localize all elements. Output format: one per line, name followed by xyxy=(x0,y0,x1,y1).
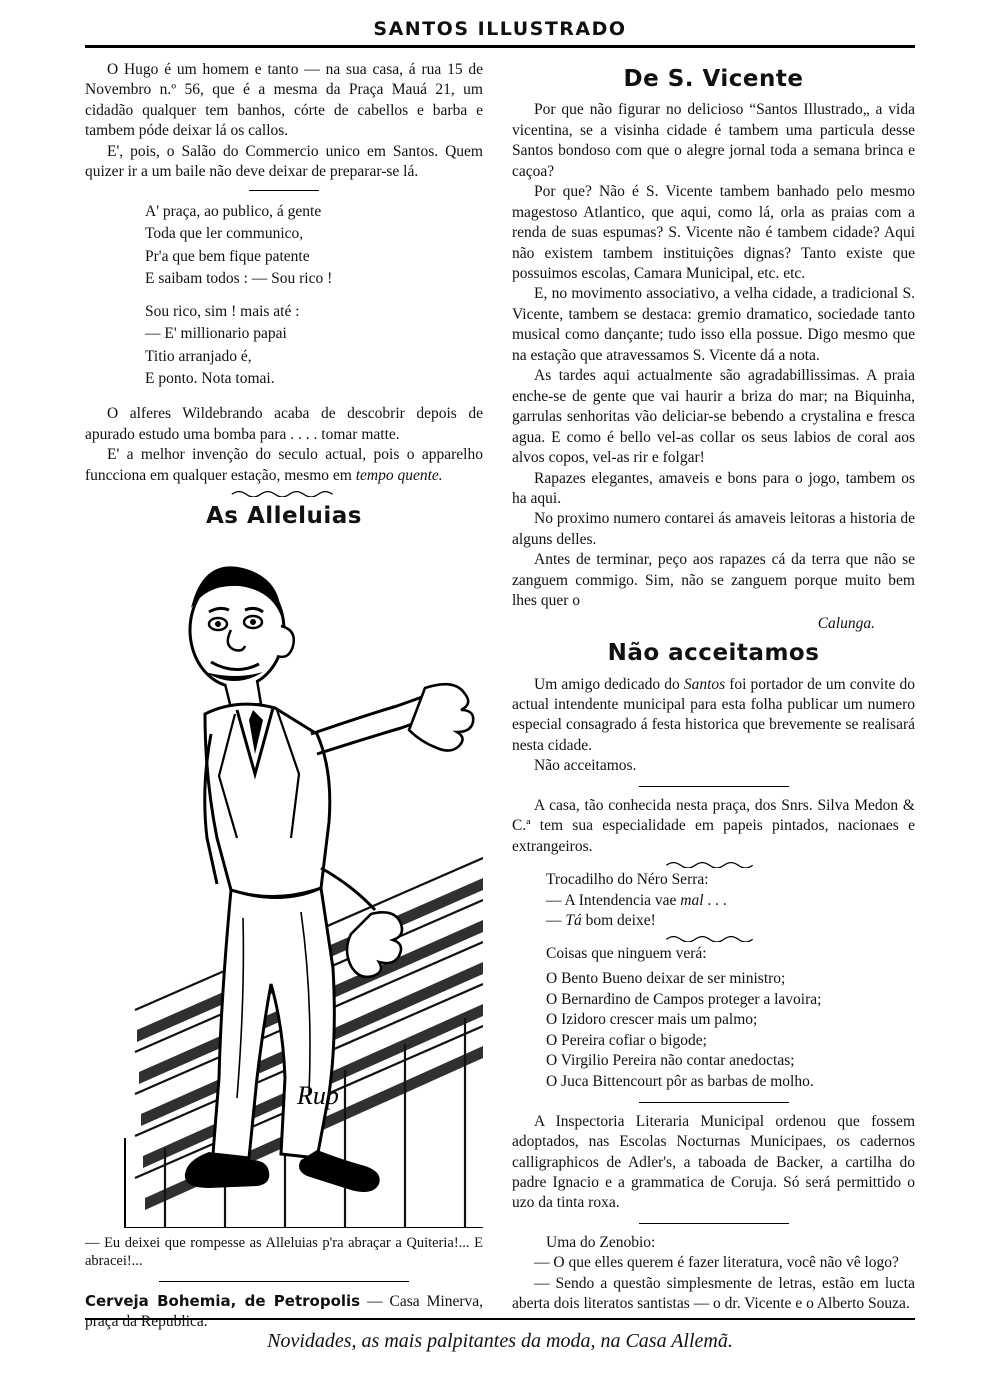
right-paragraph-10: A casa, tão conhecida nesta praça, dos Snrs. Silva Medon & C.ª tem sua especialidade em papeis pintados, nacionaes e extrangeiros. xyxy=(512,796,915,855)
footer-advertisement: Novidades, as mais palpitantes da moda, na Casa Allemã. xyxy=(267,1330,733,1352)
illustration-heading: As Alleluias xyxy=(205,503,363,530)
trocadilho-line-1b: . . . xyxy=(703,891,727,909)
right-column xyxy=(512,60,915,1315)
cartoon-man-on-stairs-icon xyxy=(85,538,483,1228)
trocadilho-line-2b: bom deixe! xyxy=(581,912,656,930)
masthead xyxy=(0,18,1000,40)
verse-line: E ponto. Nota tomai. xyxy=(145,370,275,387)
verse-block-1 xyxy=(145,201,483,291)
right-paragraph-3: E, no movimento associativo, a velha cidade, a tradicional S. Vicente, tambem se destaca: gremio dramatico, sociedade tanto musical como dançante; tudo isso ella possue. Digo mesmo que na estação que atravessamos S. Vicente dá a nota. xyxy=(512,285,915,364)
right-paragraph-5: Rapazes elegantes, amaveis e bons para o jogo, tambem os ha aqui. xyxy=(512,469,915,507)
trocadilho-title: Trocadilho do Néro Serra: xyxy=(546,871,709,889)
header-rule xyxy=(85,45,915,48)
trocadilho-line-1a: — A Intendencia vae xyxy=(546,891,681,909)
zenobio-line-1: — O que elles querem é fazer literatura, você não vê logo? xyxy=(534,1254,899,1272)
verse-line: Sou rico, sim ! mais até : xyxy=(145,302,300,320)
squiggle-ornament-icon xyxy=(659,933,769,942)
verse-line: E saibam todos : — Sou rico ! xyxy=(145,270,333,288)
list xyxy=(546,969,915,1093)
list-item: O Bento Bueno deixar de ser ministro; xyxy=(546,969,786,987)
article-signature: Calunga. xyxy=(817,614,875,632)
right-paragraph-8a: Um amigo dedicado do xyxy=(534,675,684,693)
right-paragraph-6: No proximo numero contarei ás amaveis leitoras a historia de alguns delles. xyxy=(512,510,915,548)
list-item: O Bernardino de Campos proteger a lavoira; xyxy=(546,990,822,1008)
left-paragraph-1: O Hugo é um homem e tanto — na sua casa, á rua 15 de Novembro n.º 56, que é a mesma da Praça Mauá 21, um cidadão qualquer tem banhos, córte de cabellos e barba e tambem póde deixar lá os callos. xyxy=(85,61,483,140)
list-item: O Virgilio Pereira não contar anedoctas; xyxy=(546,1052,795,1070)
squiggle-ornament-icon xyxy=(659,859,769,868)
artist-signature: Rup xyxy=(297,1080,339,1110)
right-paragraph-2: Por que? Não é S. Vicente tambem banhado pelo mesmo magestoso Atlantico, que aqui, como lá, orla as praias com a renda de suas espumas? S. Vicente não é tambem cidade? Aqui não existem tambem instituições dignas? Tanto existe que possuimos escolas, Camara Municipal, etc. etc. xyxy=(512,183,915,282)
left-paragraph-4-italic: tempo quente. xyxy=(355,466,443,484)
left-paragraph-4-text: E' a melhor invenção do seculo actual, pois o apparelho funcciona em qualquer estação, mesmo em xyxy=(85,446,483,484)
left-paragraph-3: O alferes Wildebrando acaba de descobrir depois de apurado estudo uma bomba para . . . . tomar matte. xyxy=(85,405,483,443)
right-paragraph-7: Antes de terminar, peço aos rapazes cá da terra que não se zanguem commigo. Sim, não se zanguem porque muito bem lhes quer o xyxy=(512,551,915,610)
advertisement-brand: Cerveja Bohemia, de Petropolis xyxy=(85,1292,361,1311)
divider xyxy=(639,1102,789,1103)
left-paragraph-4 xyxy=(85,445,483,486)
verse-line: Toda que ler communico, xyxy=(145,225,304,243)
left-column xyxy=(85,60,483,1333)
verse-line: Pr'a que bem fique patente xyxy=(145,247,310,265)
trocadilho-line-2a: — xyxy=(546,912,566,930)
list-item: O Juca Bittencourt pôr as barbas de molho. xyxy=(546,1072,814,1090)
verse-line: Titio arranjado é, xyxy=(145,347,252,365)
section-heading-de-s-vicente: De S. Vicente xyxy=(623,66,804,92)
divider xyxy=(159,1281,409,1282)
footer-rule xyxy=(85,1318,915,1320)
squiggle-ornament-icon xyxy=(224,488,344,497)
list-title: Coisas que ninguem verá: xyxy=(546,945,707,963)
illustration xyxy=(85,538,483,1228)
right-paragraph-8-italic: Santos xyxy=(683,675,726,693)
right-paragraph-1: Por que não figurar no delicioso “Santos Illustrado„ a vida vicentina, se a visinha cidade é tambem uma particula desse Santos bondoso com que o alegre jornal toda a semana brinca e caçoa? xyxy=(512,101,915,180)
zenobio-line-2: — Sendo a questão simplesmente de letras, estão em lucta aberta dois literatos santistas — o dr. Vicente e o Alberto Souza. xyxy=(512,1274,915,1313)
list-item: O Izidoro crescer mais um palmo; xyxy=(546,1011,758,1029)
list-item: O Pereira cofiar o bigode; xyxy=(546,1031,707,1049)
verse-block-2 xyxy=(145,301,483,391)
divider xyxy=(639,786,789,787)
divider xyxy=(249,190,319,191)
advertisement-text: — Casa Minerva, praça da Republica. xyxy=(85,1293,484,1331)
right-paragraph-8 xyxy=(512,675,915,757)
trocadilho-line-2 xyxy=(546,911,915,931)
verse-line: A' praça, ao publico, á gente xyxy=(145,202,322,220)
right-paragraph-4: As tardes aqui actualmente são agradabillissimas. A praia enche-se de gente que vai haurir a briza do mar; na Biquinha, garrulas senhoritas vão deliciar-se bebendo a crystalina e fresca agua. E como é bello vel-as collar os seus labios de coral aos alvos copos, vel-as rir e folgar! xyxy=(512,367,915,467)
trocadilho-line-2-italic: Tá xyxy=(565,912,582,930)
section-heading-nao-acceitamos: Não acceitamos xyxy=(607,640,820,667)
divider xyxy=(639,1223,789,1224)
trocadilho-line-1-italic: mal xyxy=(680,891,704,909)
trocadilho-line-1 xyxy=(546,891,915,911)
zenobio-title: Uma do Zenobio: xyxy=(546,1233,656,1251)
right-paragraph-8b: foi portador de um convite do actual intendente municipal para esta folha publicar um numero especial consagrado á festa historica que brevemente se realisará nesta cidade. xyxy=(512,675,915,754)
right-paragraph-11: A Inspectoria Literaria Municipal ordenou que fossem adoptados, nas Escolas Nocturnas Municipaes, os cadernos calligraphicos de Adler's, a taboada de Backer, a cartilha do padre Ignacio e a grammatica de Coruja. Só será permittido o uzo da tinta roxa. xyxy=(512,1112,915,1212)
advertisement xyxy=(85,1292,483,1332)
right-paragraph-9: Não acceitamos. xyxy=(534,757,637,775)
left-paragraph-2: E', pois, o Salão do Commercio unico em Santos. Quem quizer ir a um baile não deve deixar de preparar-se lá. xyxy=(85,142,483,181)
illustration-caption: — Eu deixei que rompesse as Alleluias p'ra abraçar a Quiteria!... E abracei!... xyxy=(85,1234,483,1270)
verse-line: — E' millionario papai xyxy=(145,325,287,343)
page-title: SANTOS ILLUSTRADO xyxy=(373,18,627,40)
